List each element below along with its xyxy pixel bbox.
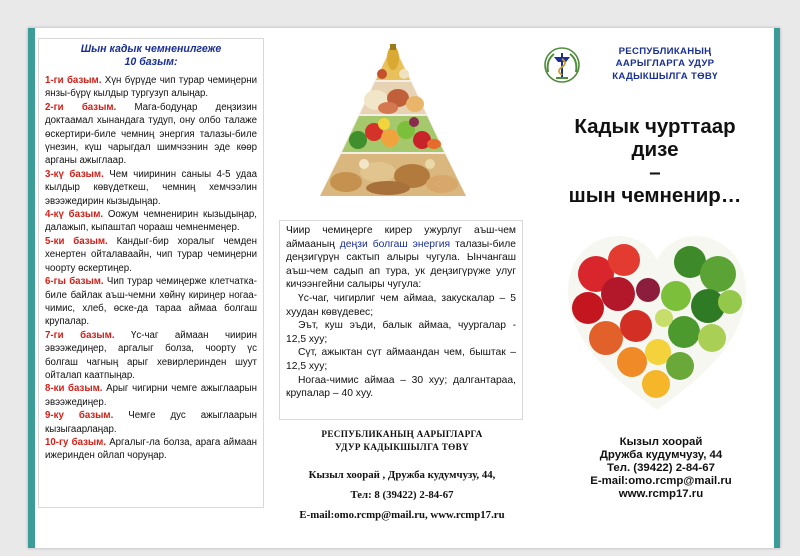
steps-title	[45, 43, 257, 68]
motto-line1: Кадык чурттаар	[574, 115, 736, 138]
steps-title-line2: 10 базым:	[124, 55, 178, 68]
food-pyramid-illustration	[318, 40, 468, 198]
footer-org-line1: РЕСПУБЛИКАНЫҢ ААРЫГЛАРГА	[321, 429, 483, 439]
intro-highlight: деңзи болгаш энергия	[339, 238, 451, 250]
proportion-item: Ногаа-чимис аймаа – 30 хуу; далгантараа, крупалар – 40 хуу.	[286, 374, 516, 400]
footer-org-line2: УДУР КАДЫКШЫЛГА ТӨВҮ	[335, 442, 469, 452]
vegetable-heart-illustration	[566, 234, 748, 414]
step-item	[45, 275, 257, 329]
intro-text: Чиир чемиңерге кирер ужурлуг аъш-чем аймааның	[286, 225, 516, 250]
middle-footer	[282, 428, 522, 522]
step-text: Үс-чаг аймаан чиирин эвээжедиңер, аргалыг болза, чоорту үс болгаш чагның арыг хевирлеринден шуут ойталап каатпыңар.	[45, 329, 257, 381]
step-label: 5-ки базым.	[45, 235, 108, 247]
step-label: 7-ги базым.	[45, 329, 115, 341]
step-item	[45, 74, 257, 101]
contact-email[interactable]: E-mail:omo.rcmp@mail.ru	[590, 475, 732, 487]
org-line1: РЕСПУБЛИКАНЫҢ	[618, 46, 712, 57]
medical-emblem-icon	[542, 46, 582, 84]
footer-address: Кызыл хоорай , Дружба кудумчузу, 44,	[308, 469, 496, 481]
step-label: 10-гу базым.	[45, 436, 107, 448]
step-item	[45, 208, 257, 235]
step-text: Чип турар чемиңерже клетчатка-биле байлак аъш-чемни хөйнү кириңер ногаа-чимис, хлеб, өске-да тараа аймаа болгаш крупалар.	[45, 276, 257, 328]
step-item	[45, 235, 257, 275]
step-text: Хүн бүрүде чип турар чемиңерни янзы-бүрү кылдыр тургузуп алыңар.	[45, 75, 257, 100]
step-text: Чемге дус ажыглаарын кызыгаарлаңар.	[45, 410, 257, 435]
org-line3: КАДЫКШЫЛГА ТӨВҮ	[612, 70, 718, 82]
org-line2: ААРЫГЛАРГА УДУР	[615, 58, 715, 70]
step-label: 9-ку базым.	[45, 410, 114, 422]
ten-steps-panel	[38, 38, 264, 508]
step-item	[45, 329, 257, 383]
motto-line3: шын чемненир…	[568, 184, 742, 207]
contact-phone: Тел. (39422) 2-84-67	[607, 462, 715, 474]
motto-dash: –	[649, 161, 661, 184]
proportions-intro	[286, 224, 516, 292]
step-item	[45, 382, 257, 409]
contact-street: Дружба кудумчузу, 44	[599, 449, 723, 461]
proportion-item: Сүт, ажыктан сүт аймаандан чем, быштак – 12,5 хуу;	[286, 347, 516, 372]
step-item	[45, 409, 257, 436]
step-item	[45, 168, 257, 208]
step-label: 2-ги базым.	[45, 101, 117, 113]
footer-phone: Тел: 8 (39422) 2-84-67	[350, 489, 454, 501]
step-text: Арыг чигирни чемге ажыглаарын эвээжедиңер.	[45, 383, 257, 408]
step-label: 3-кү базым.	[45, 168, 104, 180]
step-label: 1-ги базым.	[45, 75, 102, 86]
step-label: 4-кү базым.	[45, 209, 104, 221]
step-text: Оожум чемненирин кызыдыңар, далажып, кыпаштап чорааш чемненмеңер.	[45, 209, 257, 234]
motto-line2: дизе	[631, 138, 679, 161]
step-text: Чем чииринин саныы 4-5 удаа кылдыр көвүдеткеш, чемниң хемчээлин эвээжедирин кызыдыңар.	[45, 168, 257, 207]
proportion-item: Үс-чаг, чигирлиг чем аймаа, закускалар – 5 хуудан көвүдевес;	[286, 292, 516, 318]
contact-website[interactable]: www.rcmp17.ru	[618, 488, 704, 500]
proportions-box	[279, 220, 523, 420]
step-text: Кандыг-бир хоралыг чемден хенертен ойталаваайн, чип турар чемиңерни чоорту өскертиңер.	[45, 235, 257, 274]
contact-info	[566, 436, 756, 501]
brochure-motto	[540, 115, 770, 207]
step-label: 6-гы базым.	[45, 276, 104, 288]
steps-title-line1: Шын кадык чемненилгеже	[80, 43, 222, 55]
step-label: 8-ки базым.	[45, 383, 103, 395]
step-text: Мага-бодуңар деңзизин доктаамал хынандага тудуп, ону олбо талаже өскертири-биле чемниң энергия талазы-биле үнезин, күш чарыгдал шимчээнин эде көөр арганы ажыглаар.	[45, 101, 257, 167]
proportion-item: Эът, куш эъди, балык аймаа, чуургалар - 12,5 хуу;	[286, 320, 516, 345]
step-text: Аргалыг-ла болза, арага аймаан ижеринден ойлап чоруңар.	[45, 436, 257, 462]
left-accent-stripe	[28, 28, 35, 548]
contact-city: Кызыл хоорай	[619, 436, 703, 448]
footer-email-web: E-mail:omo.rcmp@mail.ru, www.rcmp17.ru	[299, 509, 505, 521]
right-accent-stripe	[774, 28, 780, 548]
step-item	[45, 436, 257, 463]
intro-text-end: талазы-биле деңзигүрүн сактып алыры чугула. Ынчангаш аъш-чем садып ап тура, ук деңзигүрүже улуг кичээнгейни салыры чугула:	[286, 238, 516, 291]
step-item	[45, 101, 257, 168]
right-org-name	[592, 46, 738, 83]
